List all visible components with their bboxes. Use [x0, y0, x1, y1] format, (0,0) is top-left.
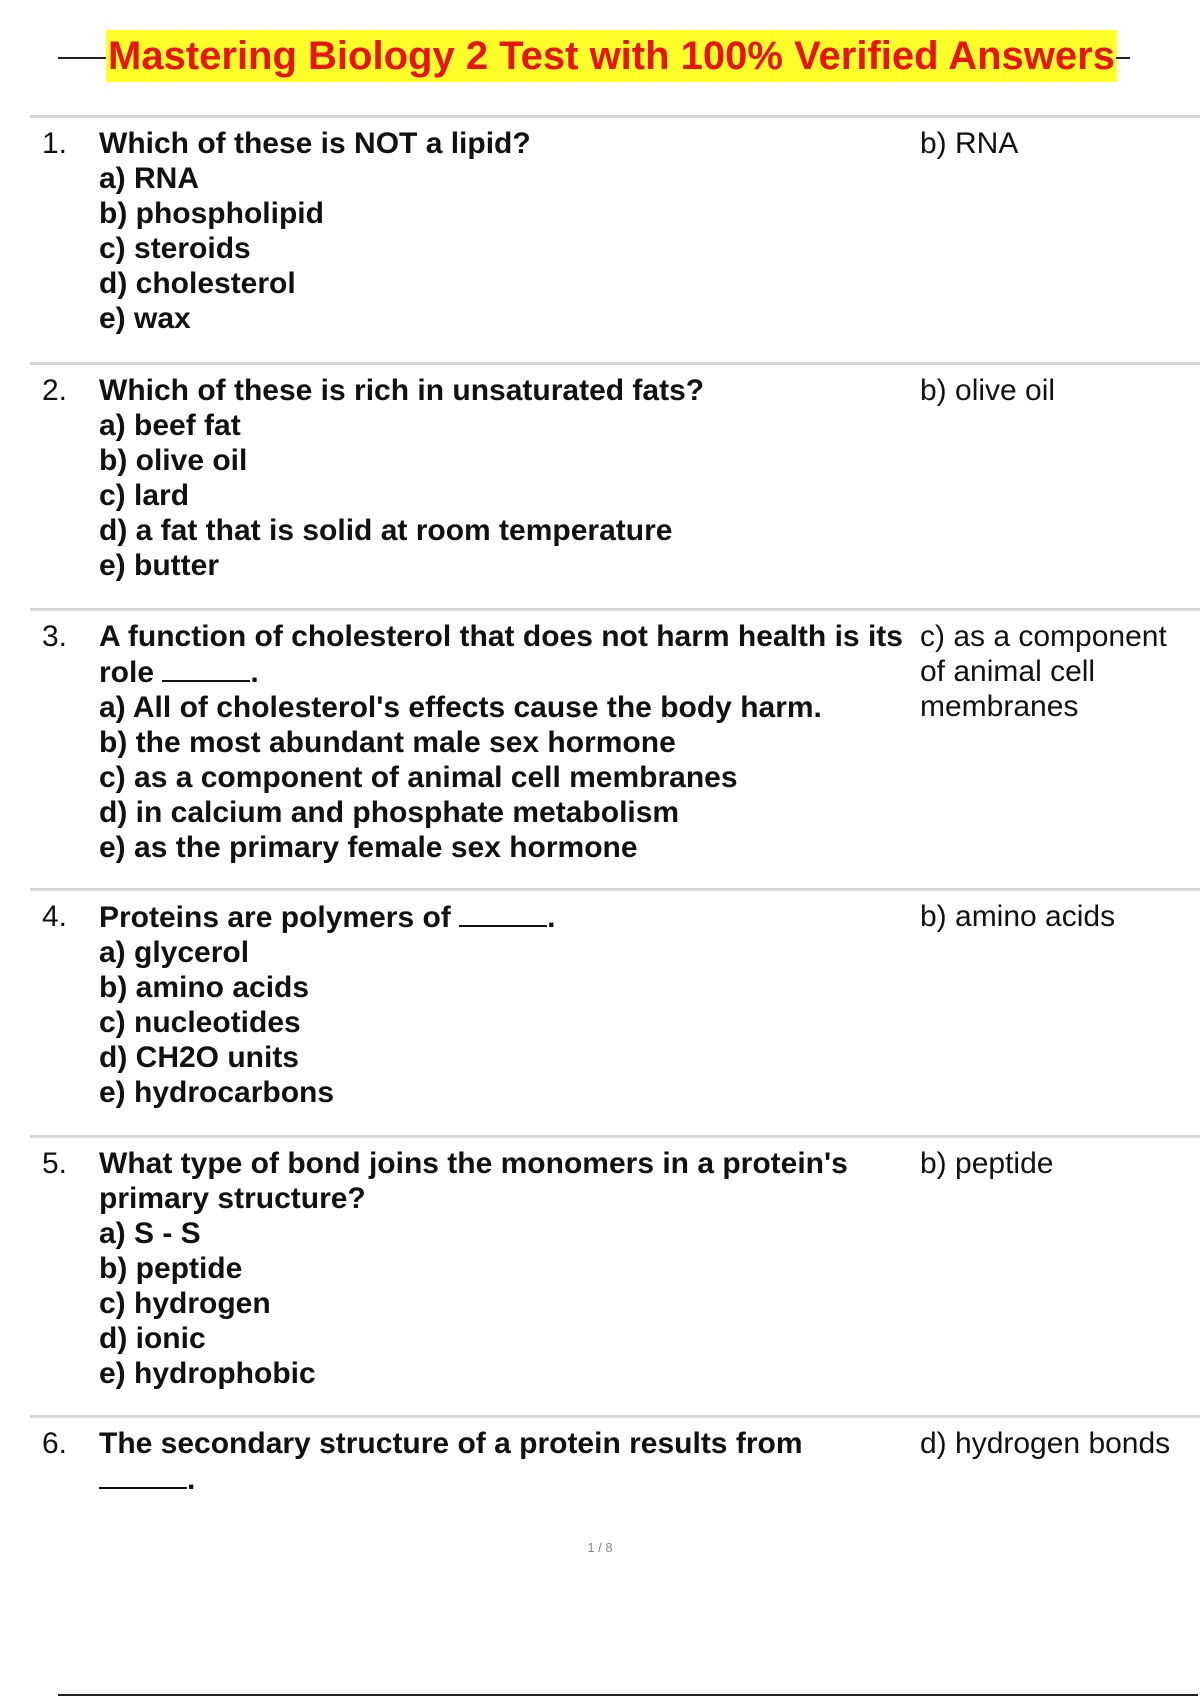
question-body — [99, 619, 939, 865]
question-body — [99, 1146, 939, 1391]
question-number: 2. — [42, 374, 68, 407]
option: b) olive oil — [99, 444, 248, 477]
question-item — [30, 1415, 1200, 1525]
question-text-suffix: . — [547, 901, 556, 934]
question-text-prefix: Proteins are polymers of — [99, 901, 451, 934]
document-title: Mastering Biology 2 Test with 100% Verified Answers — [106, 30, 1117, 82]
answer-text: b) RNA — [920, 127, 1019, 160]
option: c) hydrogen — [99, 1287, 271, 1320]
option: b) peptide — [99, 1252, 243, 1285]
answer-text: b) olive oil — [920, 374, 1056, 407]
title-rule-left — [58, 57, 108, 59]
question-list — [30, 115, 1200, 1525]
question-body — [99, 899, 939, 1110]
question-text — [99, 899, 939, 935]
option: e) hydrophobic — [99, 1357, 316, 1390]
option: d) ionic — [99, 1322, 206, 1355]
question-number: 4. — [42, 900, 68, 933]
title-rule-right — [1116, 57, 1130, 59]
question-text-prefix: A function of cholesterol that does not harm health is its role — [99, 620, 903, 689]
option: d) a fat that is solid at room temperature — [99, 514, 673, 547]
question-item — [30, 1135, 1200, 1415]
option: a) glycerol — [99, 936, 250, 969]
question-text: What type of bond joins the monomers in a protein's primary structure? — [99, 1147, 848, 1215]
answer-blank — [459, 899, 547, 927]
option: b) amino acids — [99, 971, 310, 1004]
question-item — [30, 608, 1200, 888]
option: a) S - S — [99, 1217, 201, 1250]
question-text-suffix: . — [187, 1463, 196, 1496]
question-text — [99, 1426, 879, 1497]
question-body — [99, 1426, 879, 1497]
question-text: Which of these is rich in unsaturated fats? — [99, 374, 705, 407]
question-number: 3. — [42, 620, 68, 653]
option: c) as a component of animal cell membranes — [99, 761, 738, 794]
question-item — [30, 362, 1200, 608]
question-text-prefix: The secondary structure of a protein results from — [99, 1427, 803, 1460]
option: d) cholesterol — [99, 267, 296, 300]
title-banner — [58, 30, 1138, 82]
option: e) as the primary female sex hormone — [99, 831, 638, 864]
option: d) in calcium and phosphate metabolism — [99, 796, 680, 829]
answer-text: c) as a component of animal cell membranes — [920, 620, 1167, 723]
answer-text: b) amino acids — [920, 900, 1116, 933]
footer-rule — [58, 1694, 1198, 1696]
answer-blank — [162, 654, 250, 682]
question-text — [99, 619, 939, 690]
option: a) beef fat — [99, 409, 241, 442]
question-item — [30, 115, 1200, 362]
question-number: 5. — [42, 1147, 68, 1180]
question-body — [99, 126, 939, 336]
option: e) butter — [99, 549, 219, 582]
question-item — [30, 888, 1200, 1135]
option: c) steroids — [99, 232, 251, 265]
option: c) lard — [99, 479, 190, 512]
answer-text: b) peptide — [920, 1147, 1054, 1180]
page-indicator: 1 / 8 — [587, 1540, 613, 1555]
option: e) hydrocarbons — [99, 1076, 335, 1109]
option: b) the most abundant male sex hormone — [99, 726, 676, 759]
option: a) RNA — [99, 162, 200, 195]
question-number: 6. — [42, 1427, 68, 1460]
option: e) wax — [99, 302, 191, 335]
answer-text: d) hydrogen bonds — [920, 1427, 1171, 1460]
option: a) All of cholesterol's effects cause the body harm. — [99, 691, 822, 724]
option: b) phospholipid — [99, 197, 324, 230]
answer-blank — [99, 1461, 187, 1489]
question-number: 1. — [42, 127, 68, 160]
option: d) CH2O units — [99, 1041, 299, 1074]
question-body — [99, 373, 939, 583]
question-text-suffix: . — [250, 656, 259, 689]
question-text: Which of these is NOT a lipid? — [99, 127, 531, 160]
option: c) nucleotides — [99, 1006, 301, 1039]
